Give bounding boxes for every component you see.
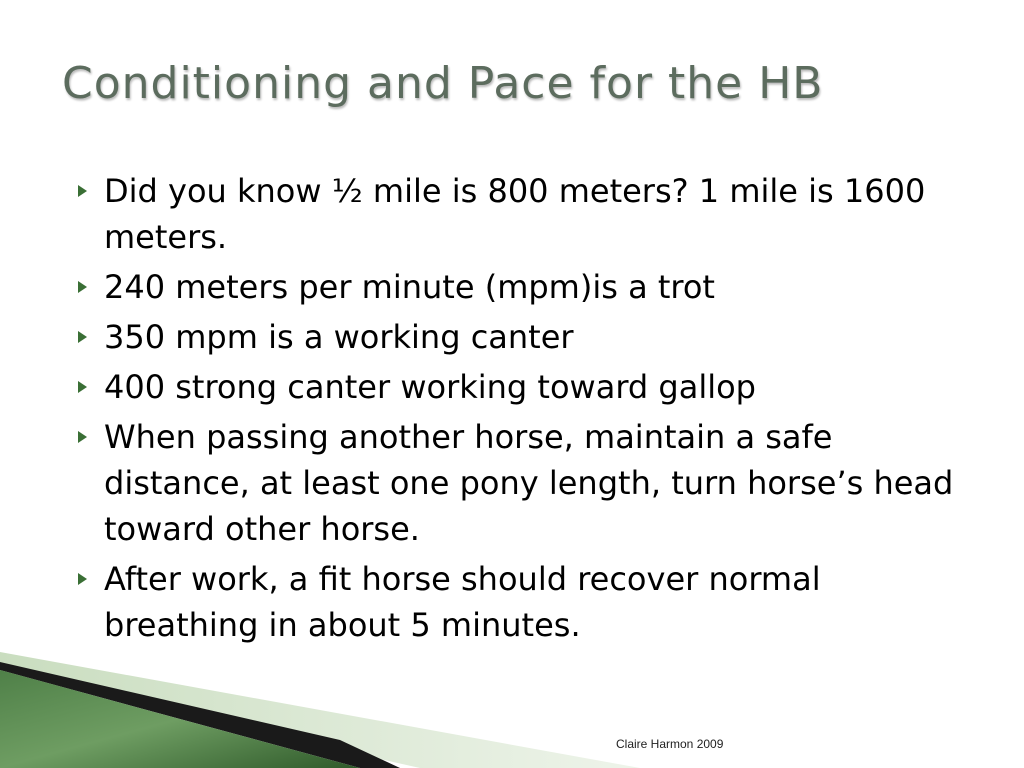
footer-credit: Claire Harmon 2009 — [616, 737, 724, 751]
bullet-item — [72, 364, 972, 410]
triangle-bullet-icon — [78, 185, 87, 197]
bullet-item — [72, 314, 972, 360]
bullet-text: 400 strong canter working toward gallop — [104, 368, 756, 406]
bullet-item — [72, 414, 972, 552]
bullet-list — [72, 168, 972, 652]
triangle-bullet-icon — [78, 331, 87, 343]
bullet-text: 240 meters per minute (mpm)is a trot — [104, 268, 715, 306]
slide-title: Conditioning and Pace for the HB — [62, 58, 824, 109]
bullet-text: Did you know ½ mile is 800 meters? 1 mile is 1600 meters. — [104, 172, 926, 256]
triangle-bullet-icon — [78, 281, 87, 293]
bullet-item — [72, 556, 972, 648]
decorative-swoosh — [0, 640, 1024, 768]
bullet-item — [72, 168, 972, 260]
bullet-text: After work, a fit horse should recover normal breathing in about 5 minutes. — [104, 560, 821, 644]
bullet-text: 350 mpm is a working canter — [104, 318, 574, 356]
triangle-bullet-icon — [78, 381, 87, 393]
bullet-text: When passing another horse, maintain a safe distance, at least one pony length, turn horse’s head toward other horse. — [104, 418, 954, 548]
bullet-item — [72, 264, 972, 310]
triangle-bullet-icon — [78, 431, 87, 443]
triangle-bullet-icon — [78, 573, 87, 585]
